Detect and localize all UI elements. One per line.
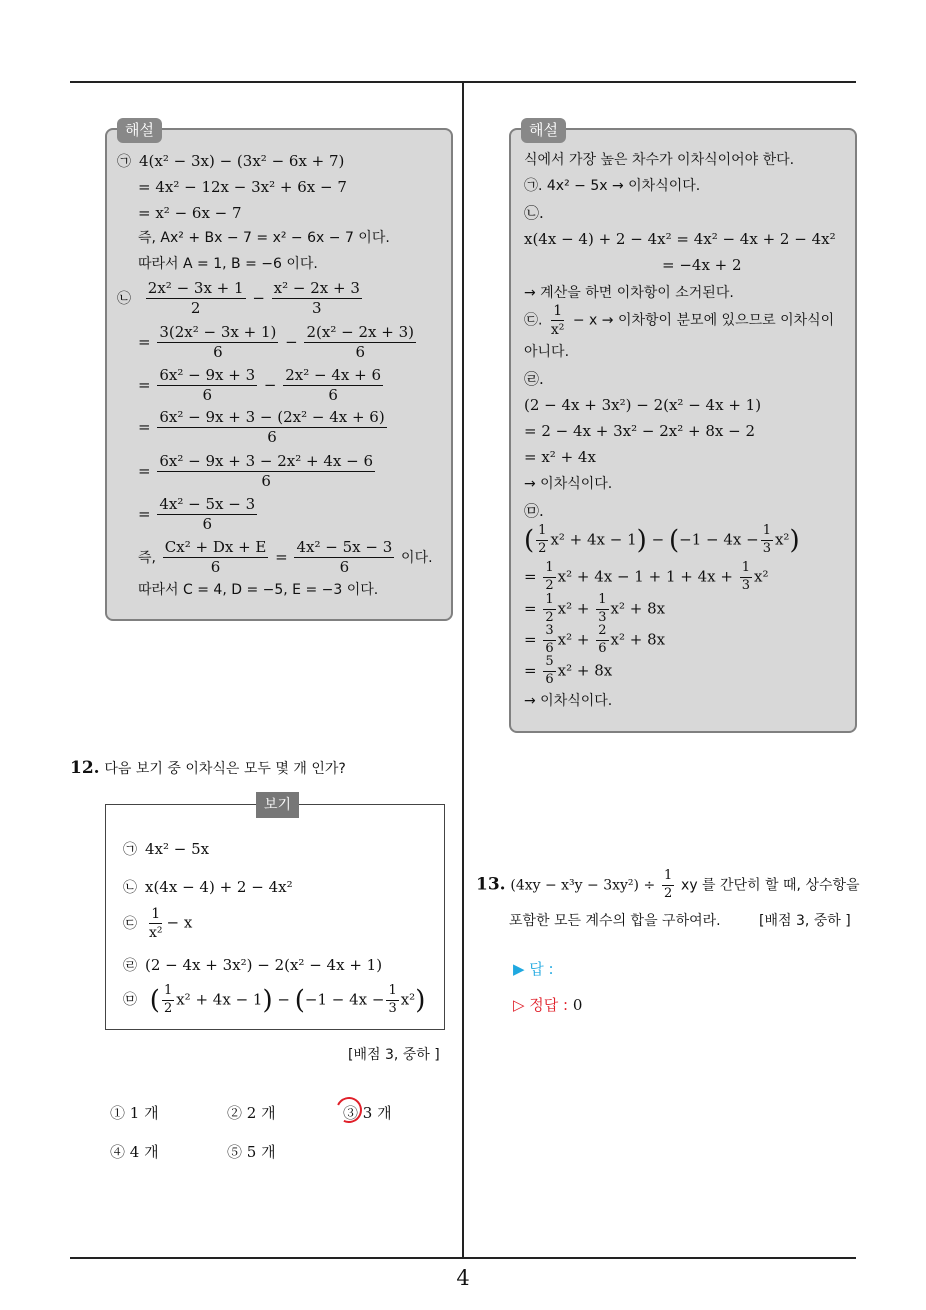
question-12-title: 12. 다음 보기 중 이차식은 모두 몇 개 인가? (70, 758, 346, 778)
solution-line: = $\frac{5}{6}$ x² + 8x (524, 654, 613, 687)
bogi-tag: 보기 (256, 792, 299, 818)
solution-line: ㉡. (524, 204, 544, 222)
final-line: 따라서 C = 4, D = −5, E = −3 이다. (138, 582, 379, 598)
question-13-line2: 포함한 모든 계수의 합을 구하여라. (509, 913, 721, 929)
question-13-title: 13. (4xy − x³y − 3xy²) ÷ $\frac{1}{2}$ xy 를 간단히 할 때, 상수항을 (476, 868, 860, 901)
bottom-rule (70, 1257, 856, 1259)
solution-line: ㉢. $\frac{1}{\text{x²}}$ − x → 이차항이 분모에 있으므로 이차식이 (524, 303, 835, 339)
fraction-step: = $\frac{\text{3(2x² − 3x + 1)}}{6}$ − $\frac{\text{2(x² − 2x + 3)}}{6}$ (138, 323, 414, 362)
solution-line: = $\frac{3}{6}$ x² + $\frac{2}{6}$ x² + 8x (524, 623, 666, 656)
solution-line: 식에서 가장 높은 차수가 이차식이어야 한다. (524, 152, 795, 168)
choice-1[interactable]: ① 1 개 (110, 1104, 159, 1122)
solution-line: → 계산을 하면 이차항이 소거된다. (524, 285, 734, 301)
solution-line: = x² + 4x (524, 448, 596, 466)
bogi-item: ㉣ (2 − 4x + 3x²) − 2(x² − 4x + 1) (123, 956, 383, 974)
solution-line: = 2 − 4x + 3x² − 2x² + 8x − 2 (524, 422, 755, 440)
question-13-score: [배점 3, 중하 ] (759, 913, 851, 929)
bogi-item: ㉢ $\frac{1}{\text{x²}}$ − x (123, 906, 193, 942)
solution-line: = $\frac{1}{2}$ x² + $\frac{1}{3}$ x² + 8x (524, 592, 666, 625)
solution-line: → 이차식이다. (524, 693, 613, 709)
solution-line: 따라서 A = 1, B = −6 이다. (138, 256, 318, 272)
fraction-step: = $\frac{\text{6x² − 9x + 3 − 2x² + 4x − 6}}{6}$ (138, 452, 373, 491)
column-divider (462, 83, 464, 1257)
bogi-item: ㉡ x(4x − 4) + 2 − 4x² (123, 878, 293, 896)
solution-line: ( $\frac{1}{2}$ x² + 4x − 1) − (−1 − 4x − $\frac{1}{3}$ x²) (524, 523, 800, 556)
choice-2[interactable]: ② 2 개 (227, 1104, 276, 1122)
question-12-score: [배점 3, 중하 ] (348, 1047, 440, 1063)
choice-5[interactable]: ⑤ 5 개 (227, 1143, 276, 1161)
solution-line: ㉤. (524, 502, 544, 520)
choice-3[interactable]: ③ 3 개 (343, 1104, 392, 1122)
solution-line: 아니다. (524, 344, 570, 360)
solution-line: ㉠ 4(x² − 3x) − (3x² − 6x + 7) (117, 152, 345, 170)
solution-line: ㉣. (524, 370, 544, 388)
solution-line: 즉, Ax² + Bx − 7 = x² − 6x − 7 이다. (138, 230, 390, 246)
bogi-item: ㉤ ( $\frac{1}{2}$ x² + 4x − 1) − (−1 − 4x − $\frac{1}{3}$ x²) (123, 983, 426, 1016)
conclusion-line: 즉, $\frac{\text{Cx² + Dx + E}}{6}$ = $\frac{\text{4x² − 5x − 3}}{6}$ 이다. (138, 538, 433, 577)
fraction-step: = $\frac{\text{4x² − 5x − 3}}{6}$ (138, 495, 256, 534)
solution-line: x(4x − 4) + 2 − 4x² = 4x² − 4x + 2 − 4x² (524, 230, 836, 248)
fraction-step: = $\frac{\text{6x² − 9x + 3}}{6}$ − $\frac{\text{2x² − 4x + 6}}{6}$ (138, 366, 382, 405)
solution-line: = $\frac{1}{2}$ x² + 4x − 1 + 1 + 4x + $\frac{1}{3}$ x² (524, 560, 769, 593)
solution-line: = 4x² − 12x − 3x² + 6x − 7 (138, 178, 347, 196)
solution-line: (2 − 4x + 3x²) − 2(x² − 4x + 1) (524, 396, 762, 414)
fraction-step: = $\frac{\text{6x² − 9x + 3 − (2x² − 4x + 6)}}{6}$ (138, 408, 385, 447)
choice-4[interactable]: ④ 4 개 (110, 1143, 159, 1161)
correct-answer: ▷ 정답 : 0 (513, 996, 583, 1014)
solution-tag: 해설 (117, 118, 162, 143)
fraction-step: ㉡ $\frac{\text{2x² − 3x + 1}}{2}$ − $\frac{\text{x² − 2x + 3}}{3}$ (117, 279, 360, 318)
solution-tag: 해설 (521, 118, 566, 143)
solution-line: = −4x + 2 (662, 256, 742, 274)
solution-line: = x² − 6x − 7 (138, 204, 242, 222)
bogi-item: ㉠ 4x² − 5x (123, 840, 210, 858)
solution-line: ㉠. 4x² − 5x → 이차식이다. (524, 178, 701, 194)
solution-line: → 이차식이다. (524, 476, 613, 492)
answer-input-label[interactable]: ▶ 답 : (513, 960, 554, 978)
page-number: 4 (456, 1266, 470, 1290)
